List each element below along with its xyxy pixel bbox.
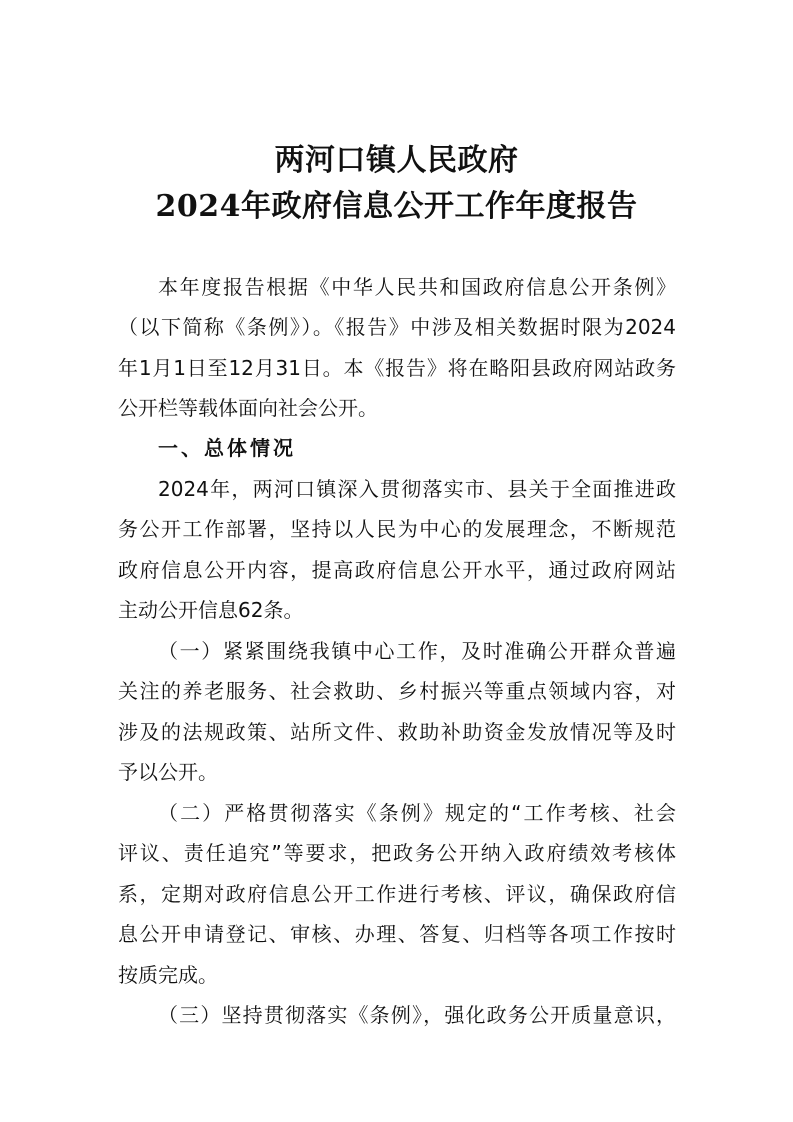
item1-line-4: 予以公开。 xyxy=(118,760,218,784)
item2-line-1: （二）严格贯彻落实《条例》规定的“工作考核、社会 xyxy=(158,801,676,825)
item3-line-1: （三）坚持贯彻落实《条例》，强化政务公开质量意识， xyxy=(158,1003,676,1027)
item2-line-2: 评议、责任追究”等要求，把政务公开纳入政府绩效考核体 xyxy=(118,841,676,865)
document-title-line-2: 2024年政府信息公开工作年度报告 xyxy=(155,189,638,224)
item1-line-3: 涉及的法规政策、站所文件、救助补助资金发放情况等及时 xyxy=(118,720,676,744)
overview-line-2: 务公开工作部署，坚持以人民为中心的发展理念，不断规范 xyxy=(118,517,676,541)
item1-line-2: 关注的养老服务、社会救助、乡村振兴等重点领域内容，对 xyxy=(118,679,676,703)
item1-line-1: （一）紧紧围绕我镇中心工作，及时准确公开群众普遍 xyxy=(158,639,676,663)
section-heading-overview: 一、总体情况 xyxy=(158,436,296,460)
intro-line-1: 本年度报告根据《中华人民共和国政府信息公开条例》 xyxy=(158,275,676,299)
item2-line-5: 按质完成。 xyxy=(118,963,218,987)
intro-line-3: 年1月1日至12月31日。本《报告》将在略阳县政府网站政务 xyxy=(118,356,676,380)
item2-line-3: 系，定期对政府信息公开工作进行考核、评议，确保政府信 xyxy=(118,882,676,906)
overview-line-3: 政府信息公开内容，提高政府信息公开水平，通过政府网站 xyxy=(118,558,676,582)
overview-line-1: 2024年，两河口镇深入贯彻落实市、县关于全面推进政 xyxy=(158,477,676,501)
item2-line-4: 息公开申请登记、审核、办理、答复、归档等各项工作按时 xyxy=(118,922,676,946)
overview-line-4: 主动公开信息62条。 xyxy=(118,598,304,622)
intro-line-2: （以下简称《条例》）。《报告》中涉及相关数据时限为2024 xyxy=(118,315,676,339)
document-title-line-1: 两河口镇人民政府 xyxy=(274,143,519,178)
intro-line-4: 公开栏等载体面向社会公开。 xyxy=(118,396,378,420)
